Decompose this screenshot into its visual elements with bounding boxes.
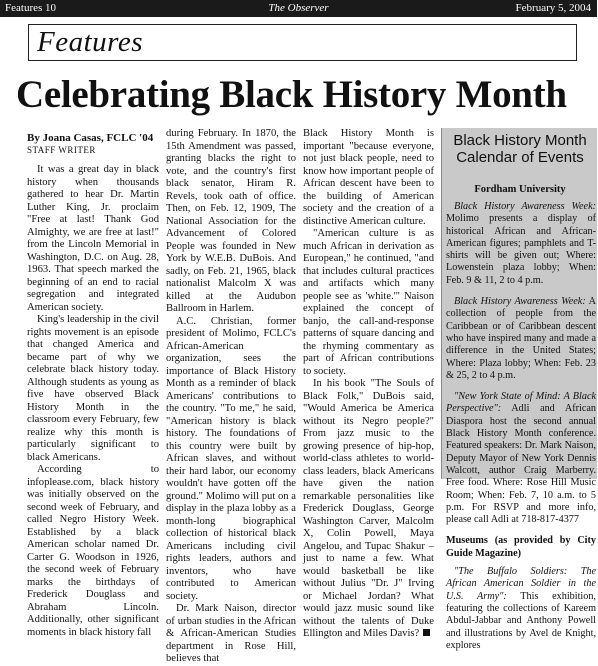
article-headline: Celebrating Black History Month bbox=[16, 73, 567, 116]
article-paragraph: A.C. Christian, former president of Molimo, FCLC's African-American organization, sees the importance of Black History Month as a reminder of black Americans' contributions to the country. "To me," he said, "American history is black history. The foundations of this country were built by African slaves, and without their hard labor, our economy wouldn't have gotten off the ground." Molimo will put on a display in the plaza lobby as a month-long biographical collection of historical black Americans including civil rights leaders, authors and inventors, who have contributed to American society. bbox=[166, 315, 296, 602]
issue-date: February 5, 2004 bbox=[515, 2, 591, 14]
article-paragraph: According to infoplease.com, black history was initially observed on the second week of February, and called Negro History Week. Established by a black American scholar named Dr. Carter G. Woodson in 1926, the second week of February marks the birthdays of Frederick Douglass and Abraham Lincoln. Additionally, other significant moments in black history fall bbox=[27, 464, 159, 638]
events-calendar-sidebar bbox=[441, 128, 597, 651]
event-title: Black History Awareness Week: bbox=[454, 201, 596, 212]
event-title: Black History Awareness Week: bbox=[454, 296, 586, 308]
event-details: Molimo presents a display of historical African and African-American figures; pamphlets and T-shirts will be given out; Where: Lowenstein plaza lobby; When: Feb. 9 & 11, 2 to 4 p.m. bbox=[446, 213, 596, 286]
article-column-3 bbox=[303, 128, 434, 641]
author-title: STAFF WRITER bbox=[27, 145, 96, 155]
end-of-article-mark bbox=[423, 629, 430, 636]
page-header-bar bbox=[0, 0, 597, 17]
article-paragraph: during February. In 1870, the 15th Amendment was passed, granting blacks the right to vote, and the country's first black senator, Hiram R. Revels, took oath of office. Then, on Feb. 12, 1909, The National Association for the Advancement of Colored People was founded in New York by W.E.B. DuBois. And sadly, on Feb. 21, 1965, black nationalist Malcolm X was killed at the Audubon Ballroom in Harlem. bbox=[166, 128, 296, 314]
article-paragraph bbox=[303, 378, 434, 641]
article-paragraph: It was a great day in black history when thousands gathered to hear Dr. Martin Luther King, Jr. proclaim "Free at last! Thank God Almighty, we are free at last!" from the Lincoln Memorial in Washington, D.C. on Aug. 28, 1963. That speech marked the beginning of an end to racial segregation and integrated American society. bbox=[27, 164, 159, 313]
article-paragraph: King's leadership in the civil rights movement is an episode that changed America and became part of why we celebrate black history today. Although students as young as five have observed Black History Month in the classroom every February, few realize why this month is particularly significant to black Americans. bbox=[27, 314, 159, 463]
article-paragraph: "American culture is as much African in derivation as European," he continued, "and that includes cultural practices and artifacts which many people see as 'white.'" Naison explained the concept of banjo, the call-and-response patterns of square dancing and the rhyming commentary as part of African contributions to society. bbox=[303, 228, 434, 377]
calendar-event bbox=[446, 566, 596, 652]
calendar-event bbox=[446, 391, 596, 526]
calendar-event bbox=[446, 201, 596, 287]
article-paragraph-text: In his book "The Souls of Black Folk," DuBois said, "Would America be America without its Negro people?" From jazz music to the growing presence of hip-hop, world-class athletes to world-class leaders, black Americans have given the nation remarkable personalities like Frederick Douglass, George Washington Carver, Malcolm X, Colin Powell, Maya Angelou, and Tupac Shakur – just to name a few. What would basketball be like without Julius "Dr. J" Irving or Michael Jordan? What would jazz music sound like without the talents of Duke Ellington and Miles Davis? bbox=[303, 378, 434, 639]
calendar-event-list bbox=[446, 201, 596, 661]
event-title: "The Buffalo Soldiers: The African American Soldier in the U.S. Army": bbox=[446, 566, 596, 602]
section-banner bbox=[28, 24, 577, 61]
calendar-event bbox=[446, 296, 596, 382]
article-column-1 bbox=[27, 164, 159, 639]
calendar-title bbox=[442, 132, 598, 166]
calendar-venue: Fordham University bbox=[474, 184, 566, 195]
newspaper-name: The Observer bbox=[268, 2, 329, 14]
event-details: A collection of people from the Caribbean or of Caribbean descent who have inspired many and made a difference in the United States; Where: Plaza lobby; When: Feb. 23 & 25, 2 to 4 p.m. bbox=[446, 296, 597, 381]
article-byline: By Joana Casas, FCLC '04 bbox=[27, 132, 154, 144]
article-paragraph: Black History Month is important "because everyone, not just black people, need to know how important people of African descent have been to the building of American society and the creation of a distinctive American culture. bbox=[303, 128, 434, 227]
event-title: "New York State of Mind: A Black Perspective": bbox=[446, 391, 596, 415]
museums-subheading: Museums (as provided by City Guide Magazine) bbox=[446, 535, 596, 559]
event-details: This exhibition, featuring the collections of Kareem Abdul-Jabbar and Anthony Powell and illustrations by Avel de Knight, explores bbox=[446, 590, 596, 651]
article-column-2 bbox=[166, 128, 296, 666]
event-details: Adli and African Diaspora host the second annual Black History Month conference. Featured speakers: Dr. Mark Naison, Deputy Mayor of New York Dennis Walcott, author Craig Marberry. Free food. Where: Rose Hill Music Room; When: Feb. 7, 10 a.m. to 5 p.m. For RSVP and more info, please call Adli at 718-817-4377 bbox=[446, 403, 596, 526]
calendar-title-line-2: Calendar of Events bbox=[456, 149, 584, 166]
section-title: Features bbox=[37, 26, 144, 58]
section-page-number: Features 10 bbox=[5, 2, 57, 14]
calendar-title-line-1: Black History Month bbox=[453, 132, 587, 149]
article-paragraph: Dr. Mark Naison, director of urban studies in the African & African-American Studies department in Rose Hill, believes that bbox=[166, 603, 296, 664]
